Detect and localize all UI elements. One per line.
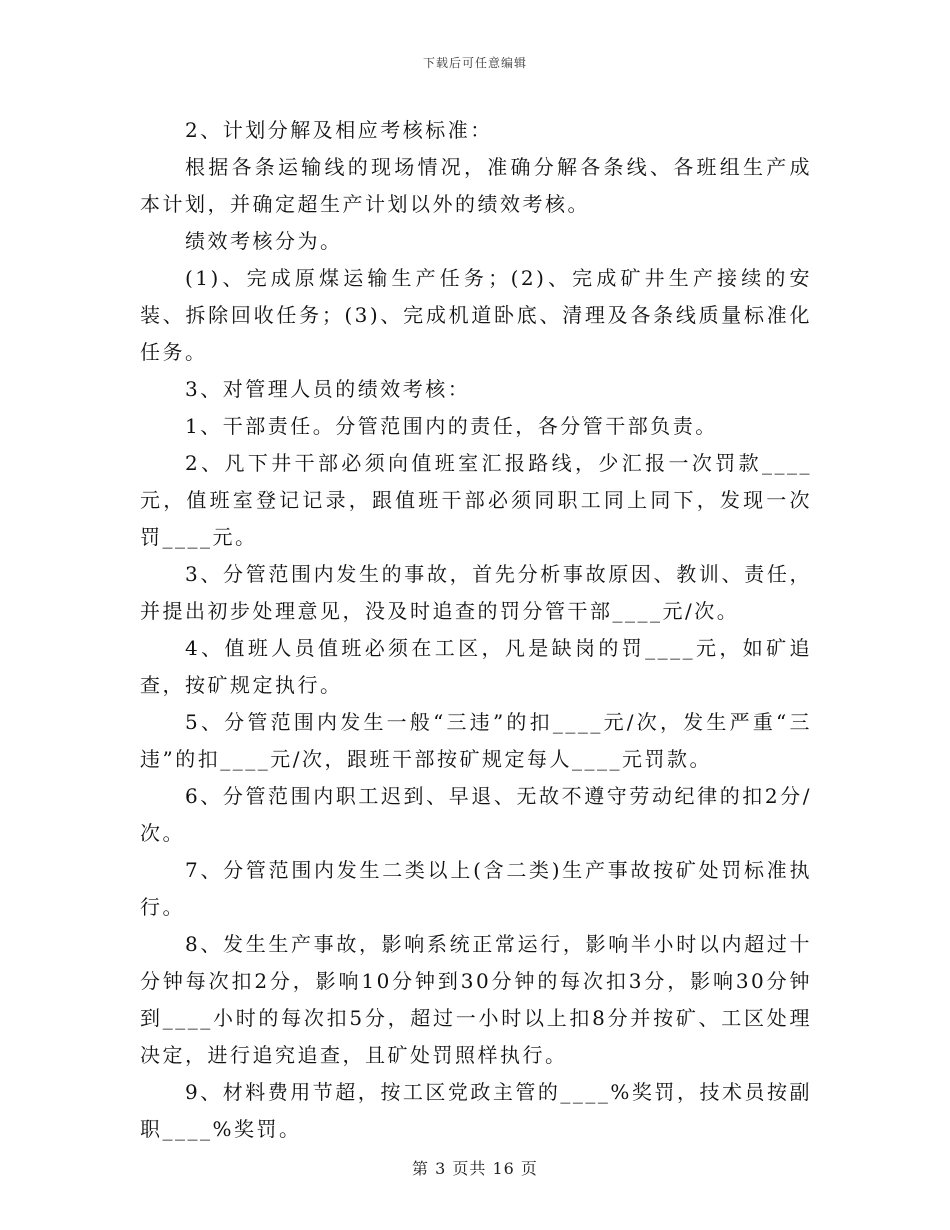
paragraph-item-3: 3、分管范围内发生的事故，首先分析事故原因、教训、责任，并提出初步处理意见，没及时追查的罚分管干部____元/次。 [140, 562, 812, 623]
page-number: 第 3 页共 16 页 [412, 1159, 538, 1178]
paragraph-item-4: 4、值班人员值班必须在工区，凡是缺岗的罚____元，如矿追查，按矿规定执行。 [140, 636, 812, 697]
paragraph-plan-title: 2、计划分解及相应考核标准： [185, 118, 493, 142]
paragraph-item-2: 2、凡下井干部必须向值班室汇报路线，少汇报一次罚款____元，值班室登记记录，跟值班干部必须同职工同上同下，发现一次罚____元。 [140, 451, 812, 549]
document-body [140, 112, 812, 1148]
paragraph-item-5: 5、分管范围内发生一般“三违”的扣____元/次，发生严重“三违”的扣____元/次，跟班干部按矿规定每人____元罚款。 [140, 710, 812, 771]
paragraph-assessment-intro: 绩效考核分为。 [185, 229, 343, 253]
paragraph-item-1: 1、干部责任。分管范围内的责任，各分管干部负责。 [185, 414, 718, 438]
paragraph-item-8: 8、发生生产事故，影响系统正常运行，影响半小时以内超过十分钟每次扣2分，影响10分钟到30分钟的每次扣3分，影响30分钟到____小时的每次扣5分，超过一小时以上扣8分并按矿、工区处理决定，进行追究追查，且矿处罚照样执行。 [140, 932, 812, 1067]
paragraph-manager-title: 3、对管理人员的绩效考核： [185, 377, 471, 401]
page-header: 下载后可任意编辑 [422, 56, 527, 70]
paragraph-plan-desc: 根据各条运输线的现场情况，准确分解各条线、各班组生产成本计划，并确定超生产计划以外的绩效考核。 [140, 155, 812, 216]
paragraph-item-9: 9、材料费用节超，按工区党政主管的____%奖罚，技术员按副职____%奖罚。 [140, 1080, 812, 1141]
paragraph-item-7: 7、分管范围内发生二类以上(含二类)生产事故按矿处罚标准执行。 [140, 858, 812, 919]
paragraph-assessment-items: (1)、完成原煤运输生产任务；(2)、完成矿井生产接续的安装、拆除回收任务；(3)、完成机道卧底、清理及各条线质量标准化任务。 [140, 266, 812, 364]
paragraph-item-6: 6、分管范围内职工迟到、早退、无故不遵守劳动纪律的扣2分/次。 [140, 784, 812, 845]
